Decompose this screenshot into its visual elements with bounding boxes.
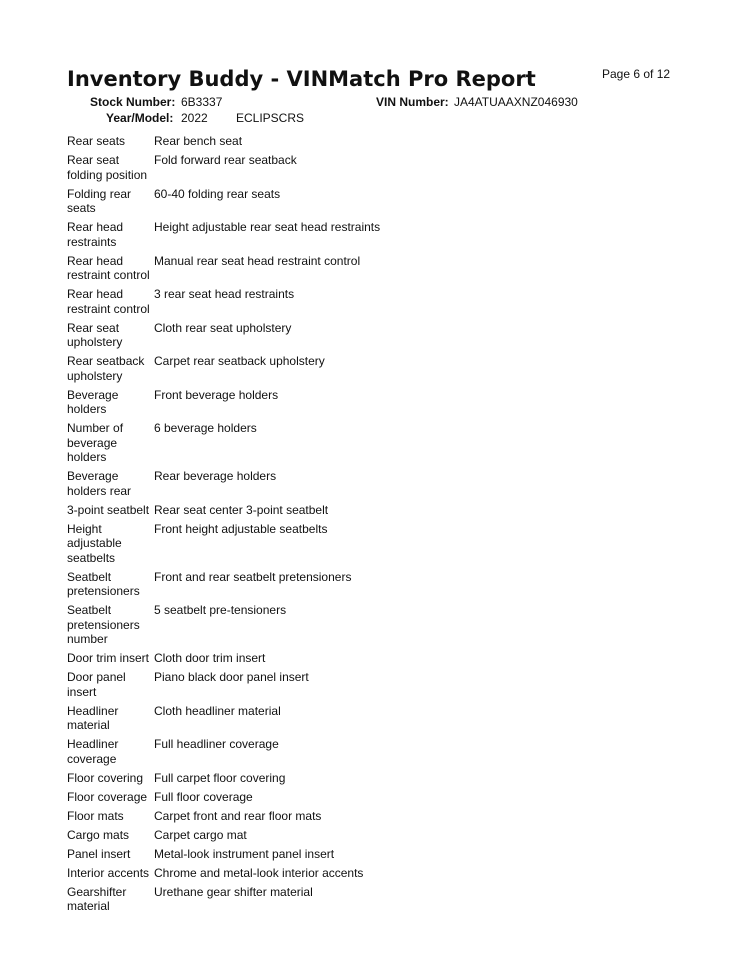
stock-number-value: 6B3337 [181,95,223,109]
spec-row [67,704,447,738]
spec-label: Height adjustable seatbelts [67,521,122,565]
spec-row [67,321,447,355]
spec-row [67,254,447,288]
spec-label: Door panel insert [67,670,126,699]
spec-value: Cloth rear seat upholstery [154,320,292,335]
spec-row [67,153,447,187]
year-value: 2022 [181,111,208,125]
year-model-label: Year/Model: [106,111,174,125]
spec-value: Rear bench seat [154,134,243,148]
spec-label: 3-point seatbelt [67,502,150,517]
spec-label: Interior accents [67,865,150,880]
spec-label: Rear head restraints [67,220,124,249]
spec-row [67,522,447,570]
spec-row [67,809,447,828]
spec-label: Folding rear seats [67,186,132,215]
spec-label: Number of beverage holders [67,421,124,464]
spec-value: 6 beverage holders [154,421,257,435]
spec-value: Fold forward rear seatback [154,153,297,167]
spec-label: Headliner coverage [67,737,119,766]
spec-value: Manual rear seat head restraint control [154,253,361,268]
spec-label: Cargo mats [67,827,130,842]
spec-value: Rear seat center 3-point seatbelt [154,502,329,517]
spec-label: Rear head restraint control [67,287,150,316]
spec-row [67,847,447,866]
spec-label: Beverage holders rear [67,469,132,498]
spec-value: Front height adjustable seatbelts [154,521,328,536]
spec-value: Full floor coverage [154,789,253,804]
spec-label: Rear seatback upholstery [67,354,145,383]
spec-value: 5 seatbelt pre-tensioners [154,603,287,617]
spec-value: Full headliner coverage [154,737,279,751]
spec-value: Height adjustable rear seat head restraints [154,220,381,234]
spec-label: Seatbelt pretensioners [67,569,140,598]
spec-value: Piano black door panel insert [154,670,309,684]
spec-value: Rear beverage holders [154,469,277,483]
spec-row [67,885,447,919]
spec-label: Gearshifter material [67,884,127,913]
spec-row [67,866,447,885]
spec-value: Carpet cargo mat [154,827,247,842]
spec-value: Carpet rear seatback upholstery [154,354,325,368]
vin-number-label: VIN Number: [376,95,449,109]
spec-row [67,828,447,847]
spec-label: Headliner material [67,703,119,732]
spec-value: 3 rear seat head restraints [154,287,295,301]
spec-label: Floor coverage [67,789,148,804]
spec-row [67,651,447,670]
vin-number-value: JA4ATUAAXNZ046930 [454,95,578,109]
spec-row [67,790,447,809]
spec-label: Floor mats [67,808,124,823]
page-number: Page 6 of 12 [602,67,671,81]
spec-row [67,388,447,422]
spec-value: Full carpet floor covering [154,770,286,785]
spec-value: Metal-look instrument panel insert [154,846,335,861]
spec-row [67,670,447,704]
spec-row [67,354,447,388]
spec-row [67,503,447,522]
spec-row [67,603,447,651]
spec-row [67,287,447,321]
spec-row [67,469,447,503]
spec-value: 60-40 folding rear seats [154,186,281,201]
spec-row [67,570,447,604]
spec-label: Seatbelt pretensioners number [67,603,140,646]
spec-value: Cloth door trim insert [154,651,266,665]
spec-label: Rear seats [67,134,126,148]
spec-label: Rear head restraint control [67,253,150,282]
model-value: ECLIPSCRS [236,111,305,125]
spec-row [67,737,447,771]
spec-value: Urethane gear shifter material [154,884,313,899]
spec-label: Floor covering [67,770,144,785]
spec-label: Door trim insert [67,651,150,665]
spec-value: Front beverage holders [154,387,279,402]
stock-number-label: Stock Number: [90,95,176,109]
spec-list [67,134,447,918]
spec-value: Chrome and metal-look interior accents [154,865,364,880]
spec-row [67,187,447,221]
spec-row [67,421,447,469]
spec-value: Carpet front and rear floor mats [154,808,322,823]
spec-row [67,134,447,153]
report-title: Inventory Buddy - VINMatch Pro Report [67,67,536,91]
spec-value: Cloth headliner material [154,703,281,718]
spec-label: Beverage holders [67,387,119,416]
spec-label: Panel insert [67,846,131,861]
spec-label: Rear seat folding position [67,153,148,182]
spec-label: Rear seat upholstery [67,320,123,349]
spec-value: Front and rear seatbelt pretensioners [154,569,352,584]
spec-row [67,771,447,790]
spec-row [67,220,447,254]
